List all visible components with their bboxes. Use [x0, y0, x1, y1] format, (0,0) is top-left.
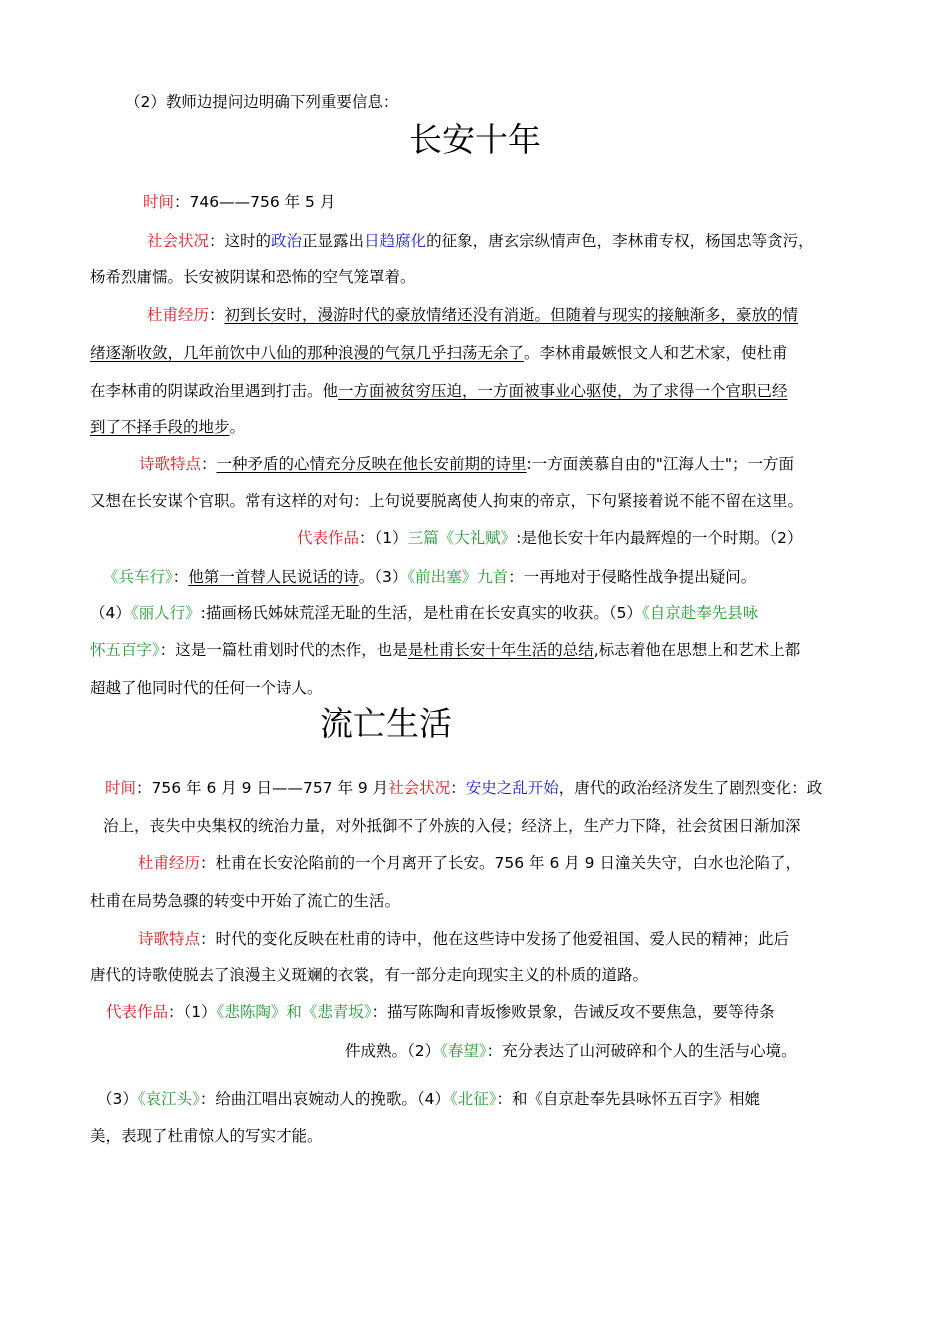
works-text-g: 。（3） — [358, 568, 408, 586]
s1-works-line-5 — [90, 678, 323, 698]
s1-society-line-1 — [147, 231, 814, 251]
society-text-f: 杨希烈庸懦。长安被阴谋和恐怖的空气笼罩着。 — [90, 268, 416, 286]
work-beichentao: 《悲陈陶》和《悲青坂》 — [216, 1003, 372, 1021]
s2-exp-line-1 — [138, 853, 801, 873]
works-text-i: ：一再地对于侵略性战争提出疑问。 — [508, 568, 757, 586]
intro-text: （2）教师边提问边明确下列重要信息： — [125, 93, 399, 111]
works-text-e: ： — [172, 568, 189, 586]
s1-works-line-3 — [90, 603, 758, 623]
work-qianchusai: 《前出塞》九首 — [407, 568, 509, 586]
s1-poem-line-2 — [90, 491, 803, 511]
s2-works-line-3 — [97, 1089, 760, 1109]
label-time: 时间 — [105, 779, 137, 797]
label-works: 代表作品 — [106, 1003, 169, 1021]
exp-text-a: ： — [209, 306, 225, 324]
label-experience: 杜甫经历 — [147, 306, 210, 324]
works-text-g: （3） — [97, 1090, 138, 1108]
label-works: 代表作品 — [297, 529, 360, 547]
work-chunwang: 《春望》 — [440, 1042, 487, 1060]
works-text-r: 超越了他同时代的任何一个诗人。 — [90, 679, 323, 697]
s1-society-line-2 — [90, 267, 416, 287]
s2-exp-line-2 — [90, 891, 400, 911]
works-text-d: 件成熟。（2） — [345, 1042, 441, 1060]
s2-society-line-2 — [103, 816, 801, 836]
poem-text-b: 唐代的诗歌使脱去了浪漫主义斑斓的衣裳，有一部分走向现实主义的朴质的道路。 — [90, 966, 649, 984]
time-value: ：746——756 年 5 月 — [174, 193, 336, 211]
s1-time-line — [143, 192, 335, 212]
work-zijing-part1: 《自京赴奉先县咏 — [641, 604, 759, 622]
s2-poem-line-2 — [90, 965, 648, 985]
s1-exp-line-4 — [90, 417, 245, 437]
society-text-a: ： — [450, 779, 466, 797]
society-text-a: ：这时的 — [209, 232, 272, 250]
poem-text-underlined: 一种矛盾的心情充分反映在他长安前期的诗里 — [216, 455, 527, 473]
works-text-c: :是他长安十年内最辉煌的一个时期。（2） — [516, 529, 803, 547]
works-text-l: 美，表现了杜甫惊人的写实才能。 — [90, 1127, 323, 1145]
society-text-corrupt: 日趋腐化 — [364, 232, 427, 250]
exp-text-underlined-3: 一方面被贫穷压迫，一方面被事业心驱使，为了求得一个官职已经 — [338, 382, 788, 400]
works-text-o: ：这是一篇杜甫划时代的杰作，也是 — [159, 641, 408, 659]
exp-text-d: 。李林甫最嫉恨文人和艺术家，使杜甫 — [524, 344, 788, 362]
section-title-text: 长安十年 — [409, 120, 541, 159]
work-bingchexing: 《兵车行》 — [103, 568, 173, 586]
works-text-c: ：描写陈陶和青坂惨败景象，告诫反攻不要焦急，要等待条 — [371, 1003, 775, 1021]
works-text-a: ：（1） — [168, 1003, 217, 1021]
work-lirenxing: 《丽人行》 — [130, 604, 201, 622]
poem-text-a: ： — [201, 455, 217, 473]
s1-exp-line-2 — [90, 343, 788, 363]
works-text-j: （4） — [90, 604, 131, 622]
s1-poem-line-1 — [139, 454, 794, 474]
works-text-f: ：充分表达了山河破碎和个人的生活与心境。 — [486, 1042, 797, 1060]
time-value: ：756 年 6 月 9 日——757 年 9 月 — [136, 779, 389, 797]
works-text-underlined: 他第一首替人民说话的诗 — [188, 568, 359, 586]
poem-text-c: :一方面羡慕自由的"江海人士"；一方面 — [526, 455, 795, 473]
s2-poem-line-1 — [138, 929, 789, 949]
s1-exp-line-1 — [147, 305, 798, 325]
s2-time-society-line-1 — [105, 778, 822, 798]
work-aijiangtou: 《哀江头》 — [137, 1090, 200, 1108]
s1-exp-line-3 — [90, 381, 788, 401]
exp-text-underlined-1: 初到长安时，漫游时代的豪放情绪还没有消逝。但随着与现实的接触渐多，豪放的情 — [224, 306, 799, 324]
poem-text-d: 又想在长安谋个官职。常有这样的对句：上句说要脱离使人拘束的帝京，下句紧接着说不能不留在这里。 — [90, 492, 804, 510]
s1-works-line-4 — [90, 640, 800, 660]
work-dali-fu: 三篇《大礼赋》 — [407, 529, 517, 547]
exp-text-e: 在李林甫的阴谋政治里遇到打击。他 — [90, 382, 339, 400]
works-text-underlined-summary: 是杜甫长安十年生活的总结 — [407, 641, 594, 659]
s1-works-line-2 — [103, 567, 756, 587]
works-text-k: ：和《自京赴奉先县咏怀五百字》相媲 — [496, 1090, 761, 1108]
label-poem: 诗歌特点 — [138, 930, 201, 948]
label-society: 社会状况 — [388, 779, 451, 797]
exp-text-underlined-4: 到了不择手段的地步 — [90, 418, 230, 436]
exp-text-b: 杜甫在局势急骤的转变中开始了流亡的生活。 — [90, 892, 401, 910]
society-text-c: ，唐代的政治经济发生了剧烈变化：政 — [558, 779, 823, 797]
society-text-d: 治上，丧失中央集权的统治力量，对外抵御不了外族的入侵；经济上，生产力下降，社会贫困日渐加深 — [103, 817, 801, 835]
exp-text-underlined-2: 绪逐渐收敛，几年前饮中八仙的那种浪漫的气氛几乎扫荡无余了 — [90, 344, 525, 362]
section-title-changan — [409, 120, 541, 160]
works-text-q: ,标志着他在思想上和艺术上都 — [593, 641, 801, 659]
society-text-c: 正显露出 — [302, 232, 365, 250]
s2-works-line-4 — [90, 1126, 323, 1146]
section-title-exile — [320, 704, 452, 744]
exp-text-h: 。 — [229, 418, 246, 436]
society-text-e: 的征象，唐玄宗纵情声色，李林甫专权，杨国忠等贪污， — [426, 232, 814, 250]
intro-line — [125, 92, 398, 112]
s2-works-line-2 — [345, 1041, 797, 1061]
work-beizheng: 《北征》 — [450, 1090, 497, 1108]
label-experience: 杜甫经历 — [138, 854, 201, 872]
s2-works-line-1 — [106, 1002, 775, 1022]
work-zijing-part2: 怀五百字》 — [90, 641, 160, 659]
works-text-i: ：给曲江唱出哀婉动人的挽歌。（4） — [199, 1090, 451, 1108]
poem-text-a: ：时代的变化反映在杜甫的诗中，他在这些诗中发扬了他爱祖国、爱人民的精神；此后 — [200, 930, 790, 948]
s1-works-line-1 — [297, 528, 803, 548]
society-text-politics: 政治 — [271, 232, 303, 250]
label-time: 时间 — [143, 193, 175, 211]
society-text-anshi: 安史之乱开始 — [465, 779, 559, 797]
exp-text-a: ：杜甫在长安沦陷前的一个月离开了长安。756 年 6 月 9 日潼关失守，白水也沦陷了， — [200, 854, 801, 872]
section-title-text: 流亡生活 — [320, 704, 452, 743]
label-poem: 诗歌特点 — [139, 455, 202, 473]
works-text-a: ：（1） — [359, 529, 408, 547]
label-society: 社会状况 — [147, 232, 210, 250]
works-text-l: :描画杨氏姊妹荒淫无耻的生活，是杜甫在长安真实的收获。（5） — [200, 604, 642, 622]
